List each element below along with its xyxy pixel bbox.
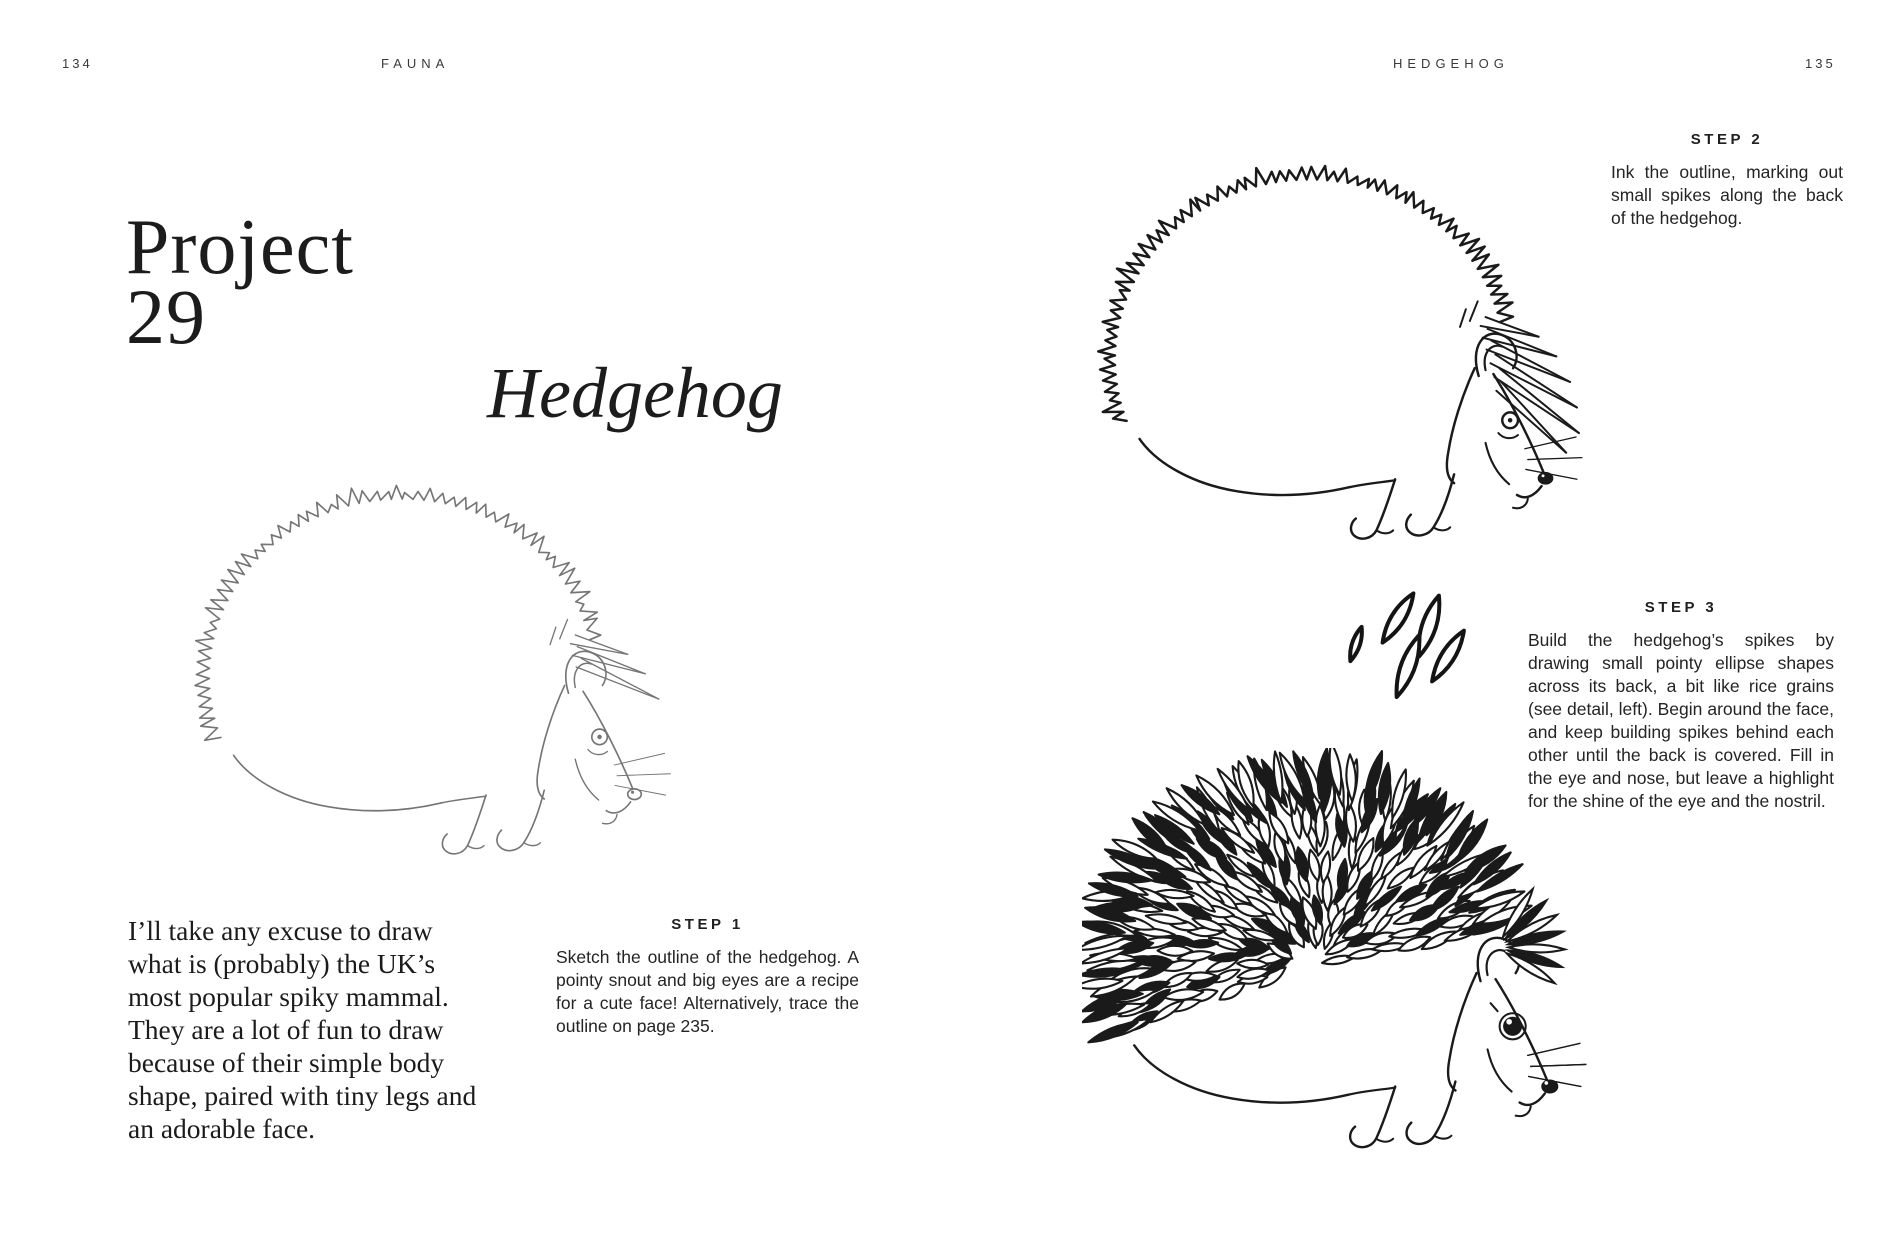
step2-body: Ink the outline, marking out small spikes along the back of the hedgehog. [1611,162,1843,228]
step1-heading: STEP 1 [671,916,744,933]
step2-block [1611,131,1843,230]
hedgehog-spiked-illustration [1082,748,1604,1160]
running-header-left: FAUNA [381,56,450,71]
step1-block [556,916,859,1038]
spike-detail-illustration [1336,582,1474,710]
running-header-right: HEDGEHOG [1393,56,1509,71]
hedgehog-inked-illustration [1088,148,1600,551]
step1-body: Sketch the outline of the hedgehog. A pointy snout and big eyes are a recipe for a cute face! Alternatively, trace the outline on page 235. [556,947,859,1036]
project-heading [126,203,354,361]
project-number: 29 [126,273,206,361]
chapter-title: Hedgehog [487,353,783,433]
page-number-right: 135 [1805,56,1836,71]
step3-body: Build the hedgehog’s spikes by drawing small pointy ellipse shapes across its back, a bit like rice grains (see detail, left). Begin around the face, and keep building spikes behind each other until the back is covered. Fill in the eye and nose, but leave a highlight for the shine of the eye and the nostril. [1528,630,1834,811]
step2-heading: STEP 2 [1690,131,1764,148]
intro-paragraph: I’ll take any excuse to draw what is (probably) the UK’s most popular spiky mammal. They are a lot of fun to draw because of their simple body shape, paired with tiny legs and an adorable face. [128,915,477,1144]
step3-heading: STEP 3 [1644,599,1718,616]
page-number-left: 134 [62,56,93,71]
project-word: Project [126,203,354,290]
hedgehog-sketch-illustration [183,468,688,866]
